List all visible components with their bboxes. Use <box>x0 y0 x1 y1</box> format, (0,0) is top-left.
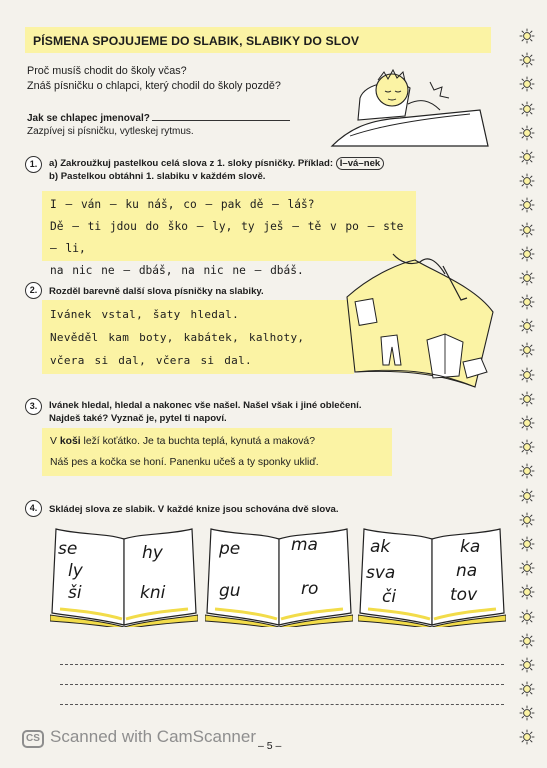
lyric-line[interactable]: Dě – ti jdou do ško – ly, ty ješ – tě v po – ste – li, <box>50 220 404 255</box>
task-2-instruction: Rozděl barevně další slova písničky na slabiky. <box>49 286 264 297</box>
sun-icon <box>519 173 535 189</box>
sun-icon <box>519 342 535 358</box>
syllable[interactable]: hy <box>142 543 163 563</box>
sun-border <box>519 28 535 754</box>
camscanner-watermark <box>22 727 256 748</box>
sun-icon <box>519 705 535 721</box>
sleeping-boy-illustration <box>330 58 490 148</box>
sun-icon <box>519 439 535 455</box>
syllable[interactable]: či <box>382 587 397 607</box>
sun-icon <box>519 367 535 383</box>
sun-icon <box>519 28 535 44</box>
clothes-bag-illustration <box>335 252 500 392</box>
task-3-line-1: Ivánek hledal, hledal a nakonec vše našel. Našel však i jiné oblečení. <box>49 400 362 411</box>
title-bar <box>25 27 491 53</box>
answer-line[interactable] <box>152 111 290 121</box>
sun-icon <box>519 197 535 213</box>
sun-icon <box>519 560 535 576</box>
sun-icon <box>519 633 535 649</box>
syllable[interactable]: pe <box>219 539 241 559</box>
syllable[interactable]: sva <box>366 563 396 583</box>
lyric-line[interactable]: na nic ne – dbáš, na nic ne – dbáš. <box>50 264 304 277</box>
syllable-line[interactable]: včera si dal, včera si dal. <box>50 354 252 367</box>
sun-icon <box>519 681 535 697</box>
sun-icon <box>519 584 535 600</box>
intro-text <box>27 64 281 94</box>
syllable[interactable]: ma <box>291 535 318 555</box>
camscanner-logo: CS <box>22 730 44 748</box>
syllable[interactable]: ro <box>301 579 319 599</box>
syllable[interactable]: ka <box>460 537 481 557</box>
task-3-instructions <box>49 399 361 425</box>
sun-icon <box>519 222 535 238</box>
sun-icon <box>519 270 535 286</box>
watermark-text: Scanned with CamScanner <box>50 727 257 746</box>
syllable[interactable]: tov <box>450 585 478 605</box>
syllable-book <box>50 525 198 627</box>
hidden-words-box <box>42 428 392 476</box>
question-block <box>27 111 290 138</box>
task-4-instruction: Skládej slova ze slabik. V každé knize jsou schována dvě slova. <box>49 504 339 515</box>
syllable-book <box>205 525 353 627</box>
sun-icon <box>519 149 535 165</box>
sun-icon <box>519 463 535 479</box>
sun-icon <box>519 246 535 262</box>
syllable[interactable]: gu <box>219 581 241 601</box>
writing-line[interactable] <box>60 664 504 665</box>
syllable-words-box <box>42 300 354 374</box>
sun-icon <box>519 52 535 68</box>
syllable-line[interactable]: Nevěděl kam boty, kabátek, kalhoty, <box>50 331 305 344</box>
syllable[interactable]: kni <box>140 583 166 603</box>
intro-line-1: Proč musíš chodit do školy včas? <box>27 65 187 77</box>
task-number-2: 2. <box>25 282 42 299</box>
question-prompt: Jak se chlapec jmenoval? <box>27 113 150 124</box>
lyric-line[interactable]: I – ván – ku náš, co – pak dě – láš? <box>50 198 315 211</box>
sun-icon <box>519 657 535 673</box>
syllable-book <box>358 525 506 627</box>
task-number-3: 3. <box>25 398 42 415</box>
intro-line-2: Znáš písničku o chlapci, který chodil do školy pozdě? <box>27 80 281 92</box>
page-title: PÍSMENA SPOJUJEME DO SLABIK, SLABIKY DO SLOV <box>33 34 360 48</box>
syllable[interactable]: na <box>456 561 478 581</box>
sun-icon <box>519 415 535 431</box>
task-number-4: 4. <box>25 500 42 517</box>
syllable[interactable]: ly <box>68 561 83 581</box>
task-1-line-b: b) Pastelkou obtáhni 1. slabiku v každém slově. <box>49 171 266 182</box>
sun-icon <box>519 125 535 141</box>
sun-icon <box>519 609 535 625</box>
bold-word: koši <box>59 436 81 447</box>
task-number-1: 1. <box>25 156 42 173</box>
sun-icon <box>519 391 535 407</box>
task-1-instructions <box>49 157 384 183</box>
task-3-line-2: Najdeš také? Vyznač je, pytel ti napoví. <box>49 413 227 424</box>
writing-line[interactable] <box>60 704 504 705</box>
question-instruction: Zazpívej si písničku, vytleskej rytmus. <box>27 126 194 137</box>
sun-icon <box>519 536 535 552</box>
writing-line[interactable] <box>60 684 504 685</box>
sentence-1[interactable]: V koši leží koťátko. Je ta buchta teplá, kynutá a maková? <box>50 436 315 447</box>
task-1-line-a: a) Zakroužkuj pastelkou celá slova z 1. sloky písničky. Příklad: <box>49 158 334 169</box>
sun-icon <box>519 101 535 117</box>
sun-icon <box>519 318 535 334</box>
sun-icon <box>519 294 535 310</box>
sun-icon <box>519 729 535 745</box>
sun-icon <box>519 512 535 528</box>
example-circled-word: I–vá–nek <box>336 157 385 170</box>
page-number: – 5 – <box>258 740 282 752</box>
syllable[interactable]: ak <box>370 537 391 557</box>
syllable-line[interactable]: Ivánek vstal, šaty hledal. <box>50 308 239 321</box>
sun-icon <box>519 488 535 504</box>
sun-icon <box>519 76 535 92</box>
syllable[interactable]: ši <box>68 583 82 603</box>
song-lyrics-box <box>42 191 416 277</box>
syllable[interactable]: se <box>58 539 78 559</box>
sentence-2[interactable]: Náš pes a kočka se honí. Panenku učeš a ty sponky ukliď. <box>50 457 319 468</box>
